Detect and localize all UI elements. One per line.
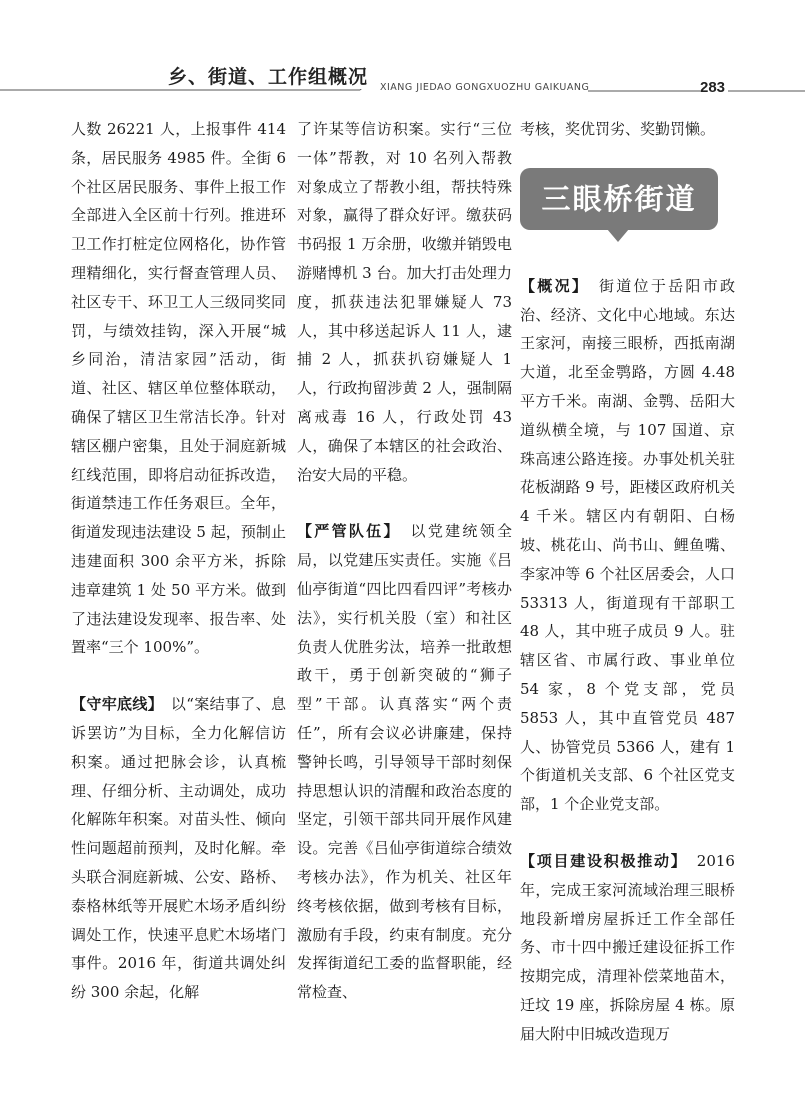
paragraph-xiangmu-jianshe [520,847,735,1049]
paragraph-yanguan-duiwu [297,517,512,1007]
page-header [0,0,805,110]
section-label: 【项目建设积极推动】 [520,851,681,870]
paragraph-text: 以“案结事了、息诉罢访”为目标，全力化解信访积案。通过把脉会诊，认真梳理、仔细分析、主动调处，成功化解陈年积案。对苗头性、倾向性问题超前预判，及时化解。牵头联合洞庭新城、公安、路桥、泰格林纸等开展贮木场矛盾纠纷调处工作，快速平息贮木场堵门事件。2016 年，街道共调处纠纷 300 余起，化解 [71,695,286,1002]
column-left [71,115,286,1007]
header-title: 乡、街道、工作组概况 [168,66,369,88]
section-title: 三眼桥街道 [541,181,697,216]
section-label: 【概况】 [520,276,582,295]
column-right [520,115,735,1049]
paragraph-gaikuang [520,272,735,819]
paragraph: 人数 26221 人，上报事件 414 条，居民服务 4985 件。全街 6 个社区居民服务、事件上报工作全部进入全区前十行列。推进环卫工作打桩定位网格化，协作管理精细化，实行督查管理人员、社区专干、环卫工人三级同奖同罚，与绩效挂钩，深入开展“城乡同治，清洁家园”活动，街道、社区、辖区单位整体联动，确保了辖区卫生常洁长净。针对辖区棚户密集，且处于洞庭新城红线范围，即将启动征拆改造，街道禁违工作任务艰巨。全年，街道发现违法建设 5 起，预制止违建面积 300 余平方米，拆除违章建筑 1 处 50 平方米。做到了违法建设发现率、报告率、处置率“三个 100%”。 [71,120,286,657]
paragraph-text: 2016 年，完成王家河流域治理三眼桥地段新增房屋拆迁工作全部任务、市十四中搬迁建设征拆工作按期完成，清理补偿菜地苗木，迁坟 19 座，拆除房屋 4 栋。原届大附中旧城改造现万 [520,851,735,1043]
paragraph: 了许某等信访积案。实行“三位一体”帮教，对 10 名列入帮教对象成立了帮教小组，帮扶特殊对象，赢得了群众好评。缴获码书码报 1 万余册，收缴并销毁电游赌博机 3 台。加大打击处理力度，抓获违法犯罪嫌疑人 73 人，其中移送起诉人 11 人，逮捕 2 人，抓获扒窃嫌疑人 1 人，行政拘留涉黄 2 人，强制隔离戒毒 16 人，行政处罚 43 人，确保了本辖区的社会政治、治安大局的平稳。 [297,120,512,484]
section-title-callout [520,168,718,230]
page-number: 283 [700,79,726,96]
paragraph-shouzhao-dixian [71,690,286,1007]
section-label: 【严管队伍】 [297,522,394,541]
column-middle [297,115,512,1007]
header-subtitle: XIANG JIEDAO GONGXUOZHU GAIKUANG [380,82,590,93]
paragraph: 考核，奖优罚劣、奖勤罚懒。 [520,120,716,138]
paragraph-text: 以党建统领全局，以党建压实责任。实施《吕仙亭街道“四比四看四评”考核办法》，实行机关股（室）和社区负责人优胜劣汰，培养一批敢想敢干，勇于创新突破的“狮子型”干部。认真落实“两个责任”，所有会议必讲廉建，保持警钟长鸣，引导领导干部时刻保持思想认识的清醒和政治态度的坚定，引领干部共同开展作风建设。完善《吕仙亭街道综合绩效考核办法》，作为机关、社区年终考核依据，做到考核有目标，激励有手段，约束有制度。充分发挥街道纪工委的监督职能，经常检查、 [297,522,512,1002]
section-label: 【守牢底线】 [71,695,156,714]
paragraph-text: 街道位于岳阳市政治、经济、文化中心地域。东达王家河，南接三眼桥，西抵南湖大道，北至金鹗路，方圆 4.48 平方千米。南湖、金鹗、岳阳大道纵横全境，与 107 国道、京珠高速公路连接。办事处机关驻花板湖路 9 号，距楼区政府机关 4 千米。辖区内有朝阳、白杨坡、桃花山、尚书山、鲤鱼嘴、李家冲等 6 个社区居委会，人口 53313 人，街道现有干部职工 48 人，其中班子成员 9 人。驻辖区省、市属行政、事业单位 54 家，8 个党支部，党员 5853 人，其中直管党员 487 人、协管党员 5366 人，建有 1 个街道机关支部、6 个社区党支部，1 个企业党支部。 [520,276,735,814]
callout-pointer [607,229,629,242]
